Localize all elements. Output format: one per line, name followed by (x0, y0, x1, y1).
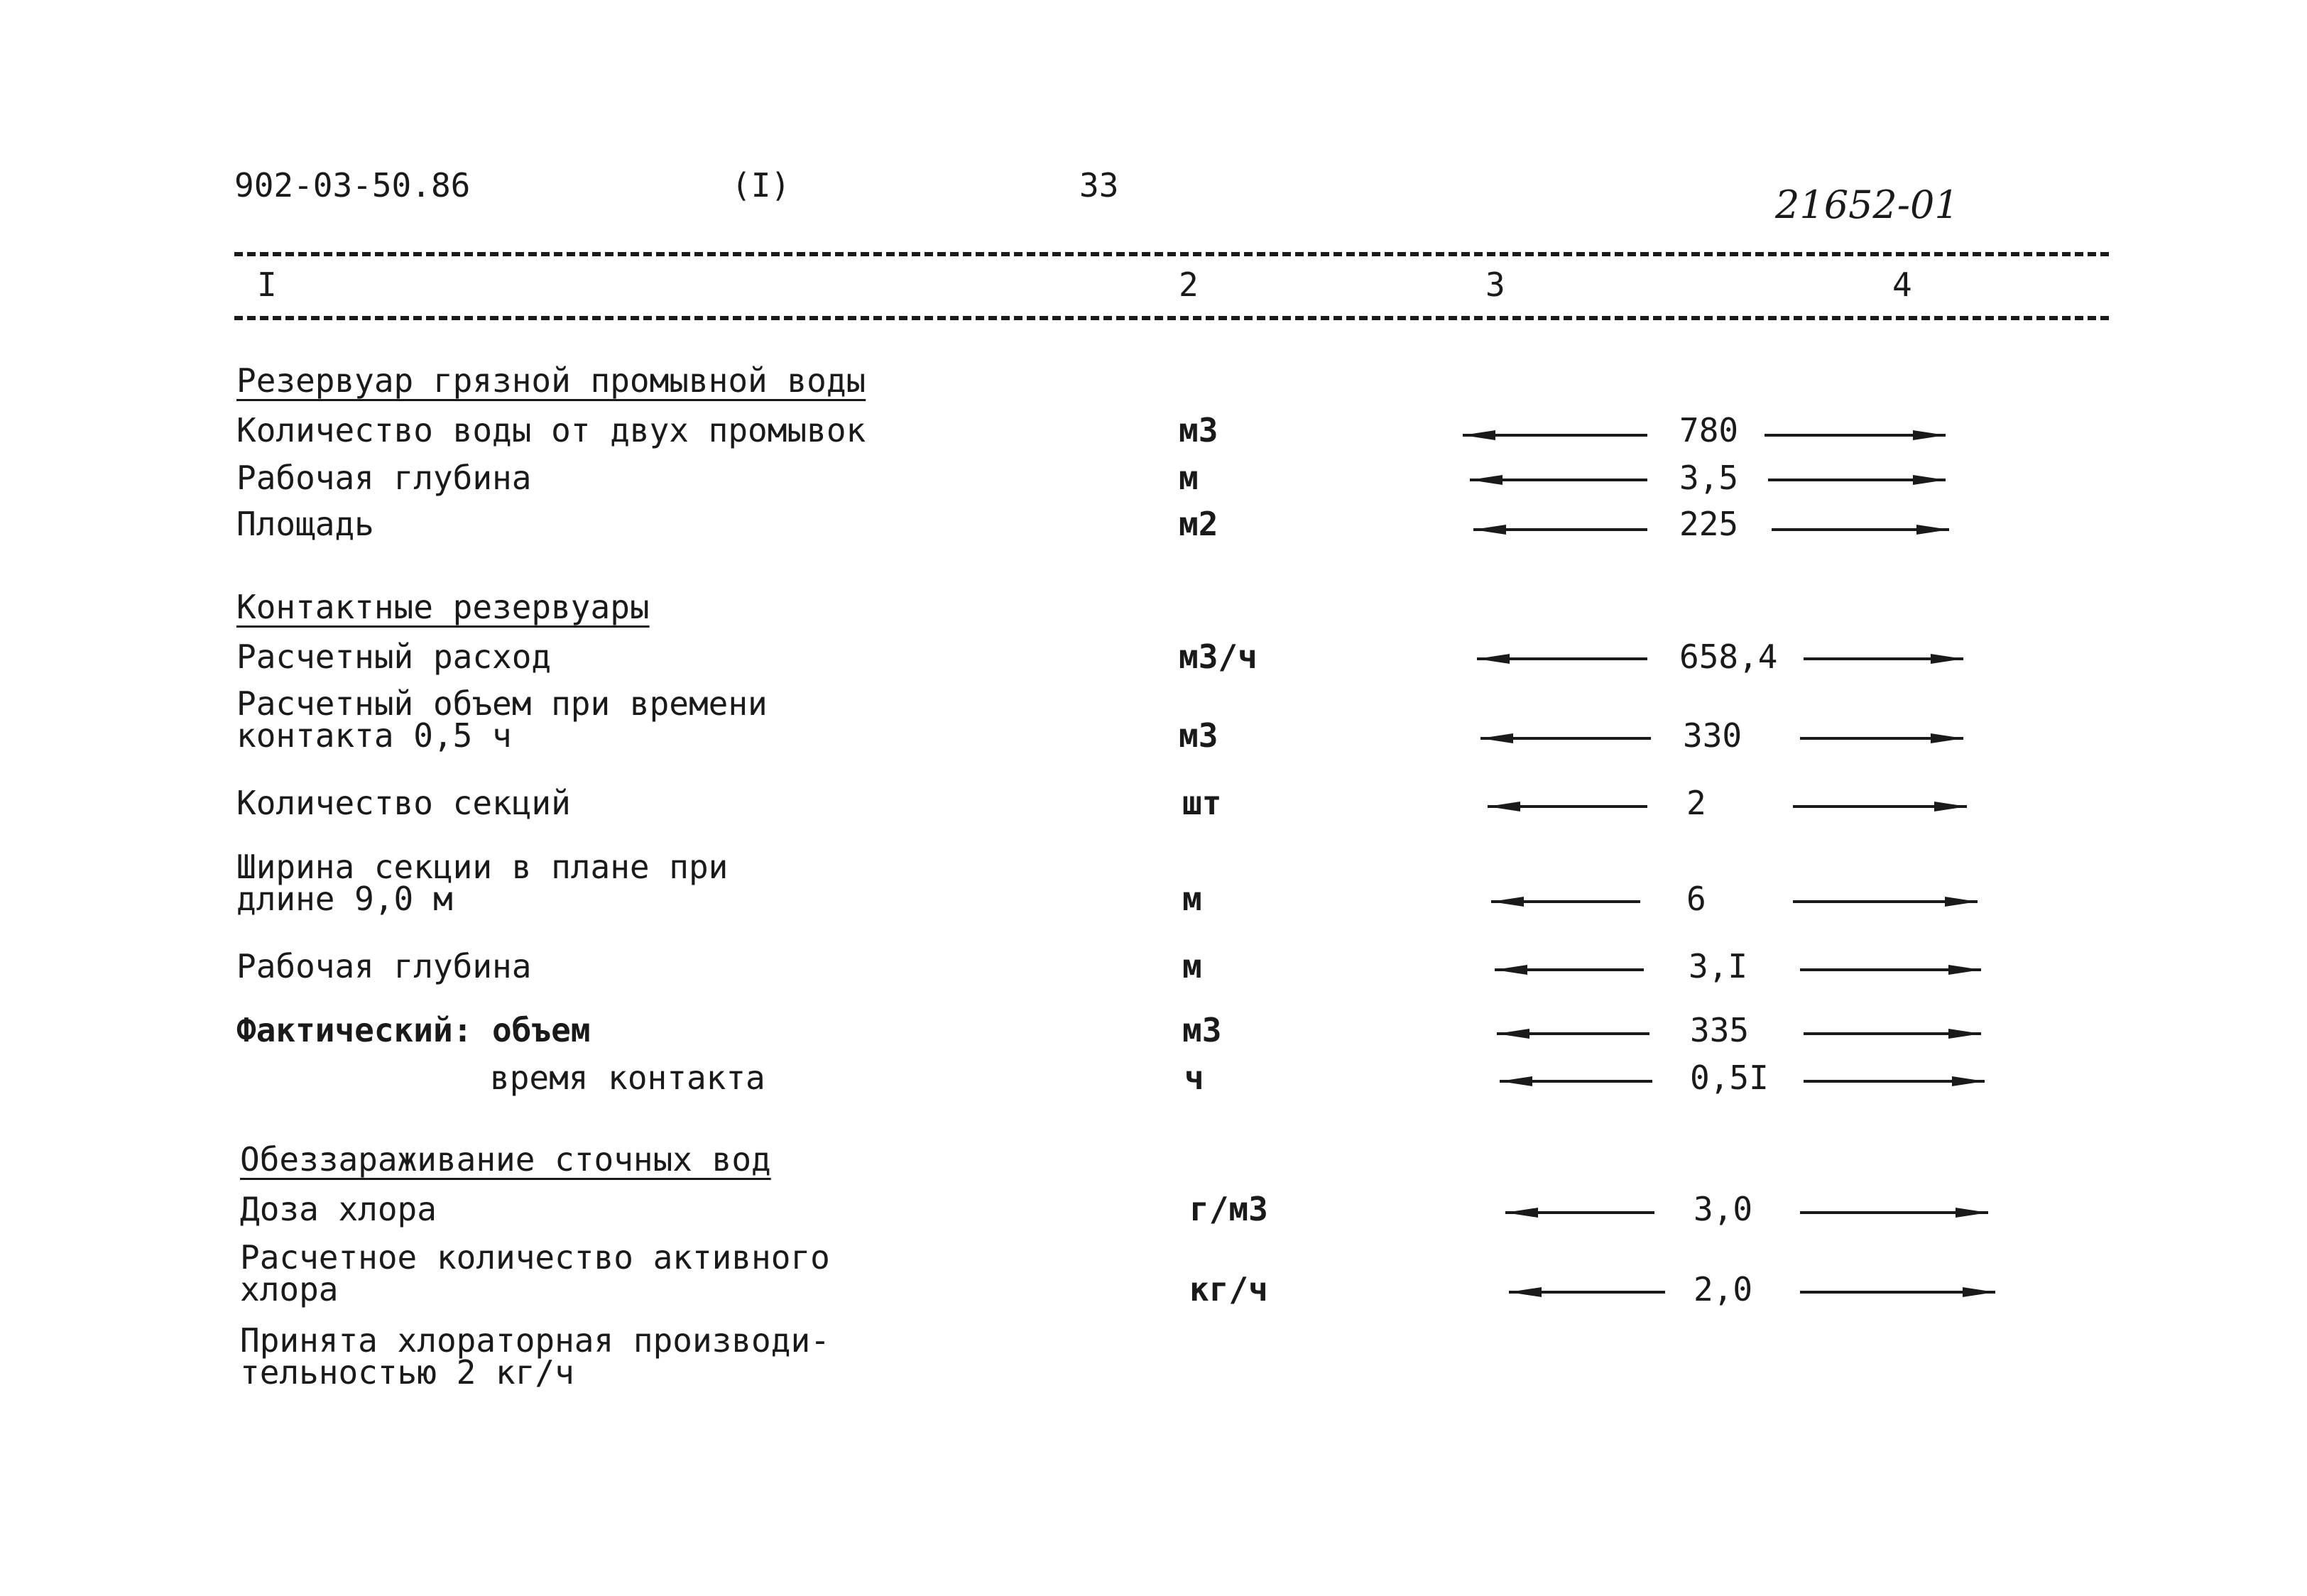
left-arrow-icon (1470, 474, 1647, 486)
row-unit: м3 (1179, 411, 1218, 449)
row-unit: м2 (1179, 505, 1218, 543)
note-line2: тельностью 2 кг/ч (240, 1353, 574, 1392)
row-unit: м (1182, 880, 1202, 918)
section-title-disinfection: Обеззараживание сточных вод (240, 1140, 771, 1179)
row-label: Доза хлора (240, 1190, 437, 1228)
right-arrow-icon (1804, 1028, 1981, 1039)
left-arrow-icon (1497, 1028, 1649, 1039)
row-label-line1: Расчетный объем при времени (236, 684, 768, 723)
left-arrow-icon (1488, 801, 1647, 812)
right-arrow-icon (1793, 896, 1978, 907)
row-value: 780 (1679, 411, 1739, 449)
row-label-line2: длине 9,0 м (236, 880, 453, 918)
document-number: 902-03-50.86 (234, 166, 471, 204)
row-value: 3,I (1689, 947, 1748, 985)
document-part: (I) (731, 166, 791, 204)
row-label-line1: Ширина секции в плане при (236, 848, 729, 886)
right-arrow-icon (1800, 733, 1963, 744)
row-unit: ч (1184, 1059, 1204, 1097)
left-arrow-icon (1500, 1076, 1652, 1087)
row-unit: м (1179, 459, 1199, 497)
row-value: 2 (1686, 784, 1706, 822)
right-arrow-icon (1765, 430, 1946, 441)
row-unit: кг/ч (1189, 1270, 1268, 1308)
left-arrow-icon (1509, 1286, 1665, 1298)
right-arrow-icon (1800, 1207, 1988, 1218)
column-header-1: I (257, 266, 277, 304)
row-value: 335 (1690, 1011, 1750, 1049)
handwritten-stamp: 21652-01 (1775, 182, 1959, 227)
row-label: Фактический: объем (236, 1011, 591, 1049)
row-label: время контакта (490, 1059, 765, 1097)
row-unit: м3 (1182, 1011, 1222, 1049)
left-arrow-icon (1491, 896, 1640, 907)
right-arrow-icon (1768, 474, 1946, 486)
left-arrow-icon (1477, 653, 1647, 665)
row-value: 658,4 (1679, 638, 1778, 676)
row-value: 3,5 (1679, 459, 1739, 497)
row-value: 3,0 (1694, 1190, 1753, 1228)
section-title-dirty-wash-tank: Резервуар грязной промывной воды (236, 361, 866, 400)
left-arrow-icon (1495, 964, 1644, 975)
row-value: 2,0 (1694, 1270, 1753, 1308)
right-arrow-icon (1804, 653, 1963, 665)
row-unit: м3 (1179, 716, 1218, 755)
right-arrow-icon (1804, 1076, 1985, 1087)
note-line1: Принята хлораторная производи- (240, 1321, 830, 1360)
right-arrow-icon (1772, 524, 1949, 535)
right-arrow-icon (1800, 1286, 1995, 1298)
row-label-line1: Расчетное количество активного (240, 1238, 830, 1277)
left-arrow-icon (1505, 1207, 1654, 1218)
row-label-line2: хлора (240, 1270, 339, 1308)
row-value: 6 (1686, 880, 1706, 918)
row-unit: м (1182, 947, 1202, 985)
row-label: Рабочая глубина (236, 459, 532, 497)
right-arrow-icon (1800, 964, 1981, 975)
row-unit: шт (1182, 784, 1222, 822)
page-number: 33 (1079, 166, 1119, 204)
row-label: Количество воды от двух промывок (236, 411, 866, 449)
left-arrow-icon (1463, 430, 1647, 441)
header-bottom-divider (234, 316, 2109, 320)
row-label: Расчетный расход (236, 638, 552, 676)
left-arrow-icon (1473, 524, 1647, 535)
column-header-2: 2 (1179, 266, 1199, 304)
header-top-divider (234, 252, 2109, 256)
row-value: 225 (1679, 505, 1739, 543)
column-header-3: 3 (1485, 266, 1505, 304)
row-unit: м3/ч (1179, 638, 1258, 676)
row-label: Рабочая глубина (236, 947, 532, 985)
row-unit: г/м3 (1189, 1190, 1268, 1228)
row-value: 0,5I (1690, 1059, 1769, 1097)
left-arrow-icon (1480, 733, 1651, 744)
right-arrow-icon (1793, 801, 1967, 812)
row-label: Количество секций (236, 784, 571, 822)
row-value: 330 (1683, 716, 1742, 755)
column-header-4: 4 (1892, 266, 1912, 304)
section-title-contact-tanks: Контактные резервуары (236, 588, 650, 626)
row-label-line2: контакта 0,5 ч (236, 716, 512, 755)
row-label: Площадь (236, 505, 374, 543)
